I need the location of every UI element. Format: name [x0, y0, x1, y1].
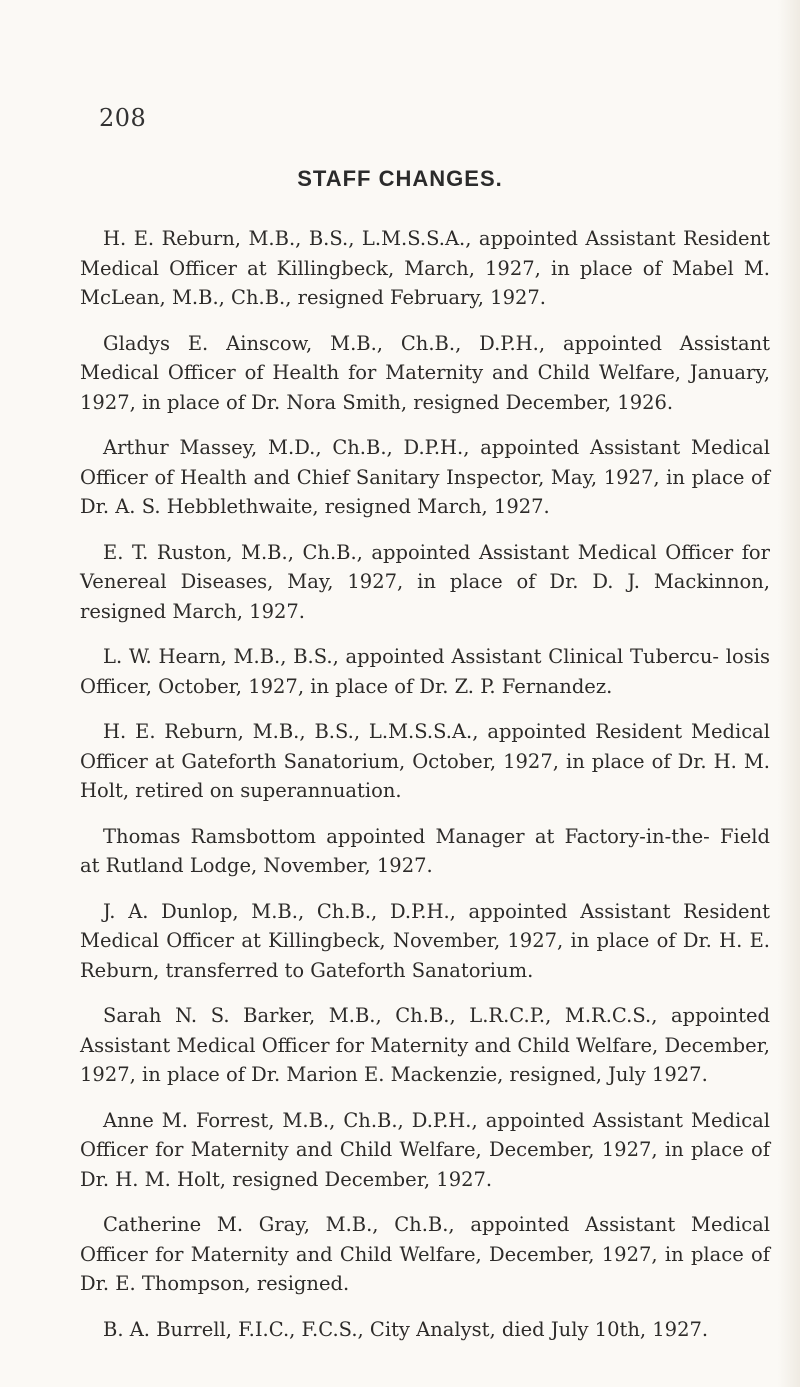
staff-entry: Arthur Massey, M.D., Ch.B., D.P.H., appointed Assistant Medical Officer of Health and Chief Sanitary Inspector, May, 1927, in place of Dr. A. S. Hebblethwaite, resigned March, 1927.	[80, 436, 770, 518]
staff-entry: L. W. Hearn, M.B., B.S., appointed Assistant Clinical Tubercu- losis Officer, October, 1927, in place of Dr. Z. P. Fernandez.	[80, 645, 770, 698]
staff-entry: B. A. Burrell, F.I.C., F.C.S., City Analyst, died July 10th, 1927.	[103, 1317, 709, 1341]
staff-entry: E. T. Ruston, M.B., Ch.B., appointed Assistant Medical Officer for Venereal Diseases, May, 1927, in place of Dr. D. J. Mackinnon, resigned March, 1927.	[80, 540, 770, 623]
staff-entry: H. E. Reburn, M.B., B.S., L.M.S.S.A., appointed Resident Medical Officer at Gateforth Sanatorium, October, 1927, in place of Dr. H. M. Holt, retired on superannuation.	[80, 720, 770, 802]
staff-entry: Thomas Ramsbottom appointed Manager at Factory-in-the- Field at Rutland Lodge, November, 1927.	[80, 824, 770, 877]
staff-entry: Sarah N. S. Barker, M.B., Ch.B., L.R.C.P., M.R.C.S., appointed Assistant Medical Officer for Maternity and Child Welfare, December, 1927, in place of Dr. Marion E. Mackenzie, resigned, July 1927.	[80, 1004, 770, 1086]
staff-entry: J. A. Dunlop, M.B., Ch.B., D.P.H., appointed Assistant Resident Medical Officer at Killingbeck, November, 1927, in place of Dr. H. E. Reburn, transferred to Gateforth Sanatorium.	[80, 899, 770, 982]
staff-entry: H. E. Reburn, M.B., B.S., L.M.S.S.A., appointed Assistant Resident Medical Officer at Killingbeck, March, 1927, in place of Mabel M. McLean, M.B., Ch.B., resigned February, 1927.	[80, 227, 770, 309]
page-number: 208	[99, 104, 147, 132]
page-heading: STAFF CHANGES.	[297, 166, 503, 191]
page-edge-shadow	[778, 0, 800, 1387]
staff-entry: Catherine M. Gray, M.B., Ch.B., appointed Assistant Medical Officer for Maternity and Child Welfare, December, 1927, in place of Dr. E. Thompson, resigned.	[80, 1213, 770, 1295]
staff-entry: Gladys E. Ainscow, M.B., Ch.B., D.P.H., appointed Assistant Medical Officer of Health for Maternity and Child Welfare, January, 1927, in place of Dr. Nora Smith, resigned December, 1926.	[80, 331, 770, 414]
staff-changes-list	[80, 224, 770, 1360]
staff-entry: Anne M. Forrest, M.B., Ch.B., D.P.H., appointed Assistant Medical Officer for Maternity and Child Welfare, December, 1927, in place of Dr. H. M. Holt, resigned December, 1927.	[80, 1108, 770, 1191]
